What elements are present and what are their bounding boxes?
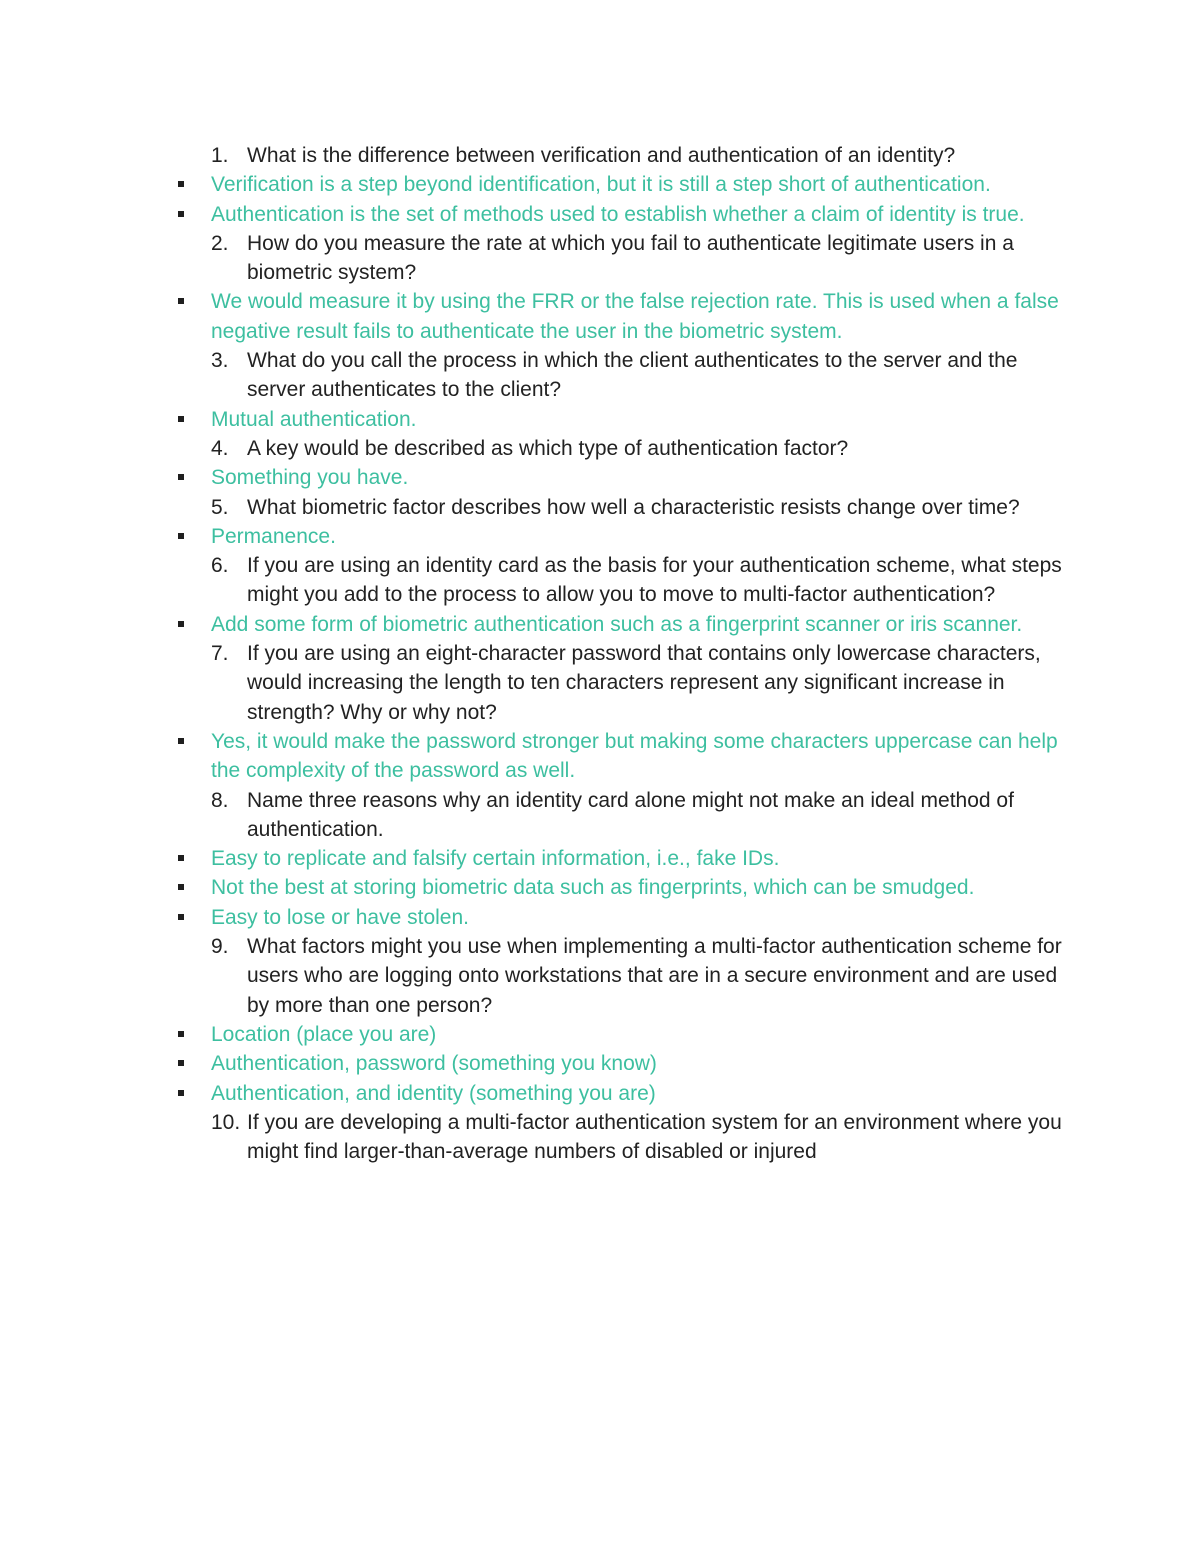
answer-item: [0, 287, 1200, 346]
question-item: [0, 1108, 1200, 1167]
question-text: What do you call the process in which the client authenticates to the server and the server authenticates to the client?: [247, 349, 1018, 402]
question-item: [0, 434, 1200, 463]
question-text: If you are developing a multi-factor authentication system for an environment where you might find larger-than-average numbers of disabled or injured: [247, 1110, 1062, 1164]
square-bullet-icon: [178, 884, 184, 890]
square-bullet-icon: [178, 914, 184, 920]
square-bullet-icon: [178, 416, 184, 422]
answer-text: Mutual authentication.: [211, 407, 417, 431]
square-bullet-icon: [178, 533, 184, 539]
question-number: 5.: [211, 495, 229, 519]
question-text: What biometric factor describes how well a characteristic resists change over time?: [247, 495, 1020, 519]
answer-item: [0, 610, 1200, 639]
question-text: What factors might you use when implementing a multi-factor authentication scheme for users who are logging onto workstations that are in a secure environment and are used by more than one person?: [247, 935, 1062, 1017]
square-bullet-icon: [178, 621, 184, 627]
question-text: If you are using an identity card as the basis for your authentication scheme, what steps might you add to the process to allow you to move to multi-factor authentication?: [247, 554, 1062, 607]
answer-item: [0, 727, 1200, 786]
answer-text: Something you have.: [211, 466, 409, 490]
square-bullet-icon: [178, 738, 184, 744]
answer-item: [0, 1079, 1200, 1108]
answer-item: [0, 903, 1200, 932]
question-number: 3.: [211, 349, 229, 373]
square-bullet-icon: [178, 1031, 184, 1037]
square-bullet-icon: [178, 855, 184, 861]
answer-text: Authentication, password (something you know): [211, 1052, 657, 1076]
question-text: If you are using an eight-character password that contains only lowercase characters, would increasing the length to ten characters represent any significant increase in strength? Why or why not?: [247, 642, 1041, 724]
answer-text: Authentication, and identity (something you are): [211, 1081, 656, 1105]
question-number: 6.: [211, 554, 229, 578]
answer-item: [0, 405, 1200, 434]
answer-item: [0, 200, 1200, 229]
square-bullet-icon: [178, 298, 184, 304]
answer-text: Yes, it would make the password stronger but making some characters uppercase can help the complexity of the password as well.: [211, 729, 1058, 783]
answer-text: Easy to replicate and falsify certain information, i.e., fake IDs.: [211, 847, 780, 871]
question-item: [0, 346, 1200, 405]
document-body: [0, 141, 1200, 1166]
answer-item: [0, 463, 1200, 492]
question-text: Name three reasons why an identity card alone might not make an ideal method of authentication.: [247, 788, 1014, 841]
answer-item: [0, 873, 1200, 902]
question-text: A key would be described as which type of authentication factor?: [247, 436, 849, 460]
square-bullet-icon: [178, 1060, 184, 1066]
answer-text: Permanence.: [211, 524, 336, 548]
answer-text: Add some form of biometric authentication such as a fingerprint scanner or iris scanner.: [211, 612, 1023, 636]
answer-text: Authentication is the set of methods used to establish whether a claim of identity is true.: [211, 202, 1025, 226]
square-bullet-icon: [178, 1090, 184, 1096]
question-item: [0, 493, 1200, 522]
question-item: [0, 639, 1200, 727]
question-number: 7.: [211, 642, 229, 666]
question-text: How do you measure the rate at which you fail to authenticate legitimate users in a biometric system?: [247, 231, 1014, 285]
answer-text: Verification is a step beyond identification, but it is still a step short of authentication.: [211, 173, 991, 197]
answer-item: [0, 844, 1200, 873]
question-number: 8.: [211, 788, 229, 812]
square-bullet-icon: [178, 181, 184, 187]
question-item: [0, 551, 1200, 610]
question-number: 9.: [211, 935, 229, 959]
answer-text: Not the best at storing biometric data such as fingerprints, which can be smudged.: [211, 876, 975, 900]
answer-text: Location (place you are): [211, 1022, 437, 1046]
question-item: [0, 229, 1200, 288]
answer-item: [0, 1049, 1200, 1078]
square-bullet-icon: [178, 211, 184, 217]
question-number: 4.: [211, 436, 229, 460]
answer-item: [0, 522, 1200, 551]
answer-item: [0, 1020, 1200, 1049]
square-bullet-icon: [178, 474, 184, 480]
answer-text: Easy to lose or have stolen.: [211, 905, 469, 929]
question-text: What is the difference between verification and authentication of an identity?: [247, 144, 956, 167]
answer-text: We would measure it by using the FRR or the false rejection rate. This is used when a false negative result fails to authenticate the user in the biometric system.: [211, 290, 1059, 343]
question-number: 2.: [211, 231, 229, 255]
question-item: [0, 786, 1200, 845]
question-item: [0, 932, 1200, 1020]
answer-item: [0, 170, 1200, 199]
question-number: 1.: [211, 144, 229, 167]
question-number: 10.: [211, 1110, 241, 1134]
question-item: [0, 141, 1200, 170]
